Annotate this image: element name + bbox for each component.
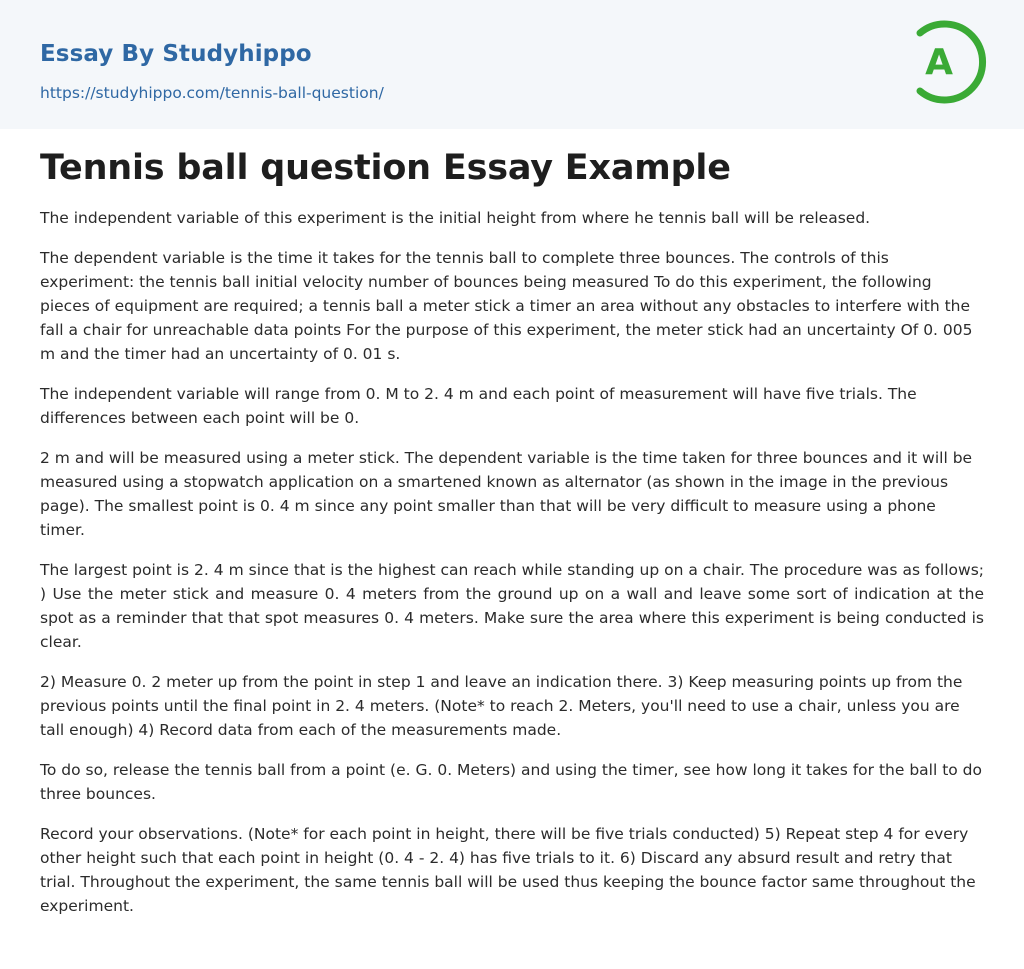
logo-letter: A xyxy=(925,42,953,83)
source-url-link[interactable]: https://studyhippo.com/tennis-ball-question/ xyxy=(40,84,384,102)
paragraph: Record your observations. (Note* for each point in height, there will be five trials conducted) 5) Repeat step 4 for every other height such that each point in height (0. 4 - 2. 4) has five trials to it. 6) Discard any absurd result and retry that trial. Throughout the experiment, the same tennis ball will be used thus keeping the bounce factor same throughout the experiment. xyxy=(40,825,976,915)
brand-title[interactable]: Essay By Studyhippo xyxy=(40,41,312,67)
paragraph: 2) Measure 0. 2 meter up from the point in step 1 and leave an indication there. 3) Keep measuring points up from the previous points until the final point in 2. 4 meters. (Note* to reach 2. Meters, you'll need to use a chair, unless you are tall enough) 4) Record data from each of the measurements made. xyxy=(40,673,963,739)
paragraph: The largest point is 2. 4 m since that is the highest can reach while standing up on a chair. The procedure was as follows; ) Use the meter stick and measure 0. 4 meters from the ground up on a wall and leave some sort of indication at the spot as a reminder that that spot measures 0. 4 meters. Make sure the area where this experiment is being conducted is clear. xyxy=(40,561,984,651)
paragraph: The independent variable of this experiment is the initial height from where he tennis ball will be released. xyxy=(40,209,871,227)
article-body xyxy=(40,142,984,934)
page-title: Tennis ball question Essay Example xyxy=(40,148,731,188)
studyhippo-logo-icon[interactable] xyxy=(910,18,988,106)
paragraph: The dependent variable is the time it takes for the tennis ball to complete three bounces. The controls of this experiment: the tennis ball initial velocity number of bounces being measured To do this experiment, the following pieces of equipment are required; a tennis ball a meter stick a timer an area without any obstacles to interfere with the fall a chair for unreachable data points For the purpose of this experiment, the meter stick had an uncertainty Of 0. 005 m and the timer had an uncertainty of 0. 01 s. xyxy=(40,249,973,363)
site-header xyxy=(0,0,1024,129)
paragraph: To do so, release the tennis ball from a point (e. G. 0. Meters) and using the timer, see how long it takes for the ball to do three bounces. xyxy=(40,761,983,803)
paragraph: 2 m and will be measured using a meter stick. The dependent variable is the time taken for three bounces and it will be measured using a stopwatch application on a smartened known as alternator (as shown in the image in the previous page). The smallest point is 0. 4 m since any point smaller than that will be very difficult to measure using a phone timer. xyxy=(40,449,973,539)
paragraph: The independent variable will range from 0. M to 2. 4 m and each point of measurement will have five trials. The differences between each point will be 0. xyxy=(40,385,917,427)
